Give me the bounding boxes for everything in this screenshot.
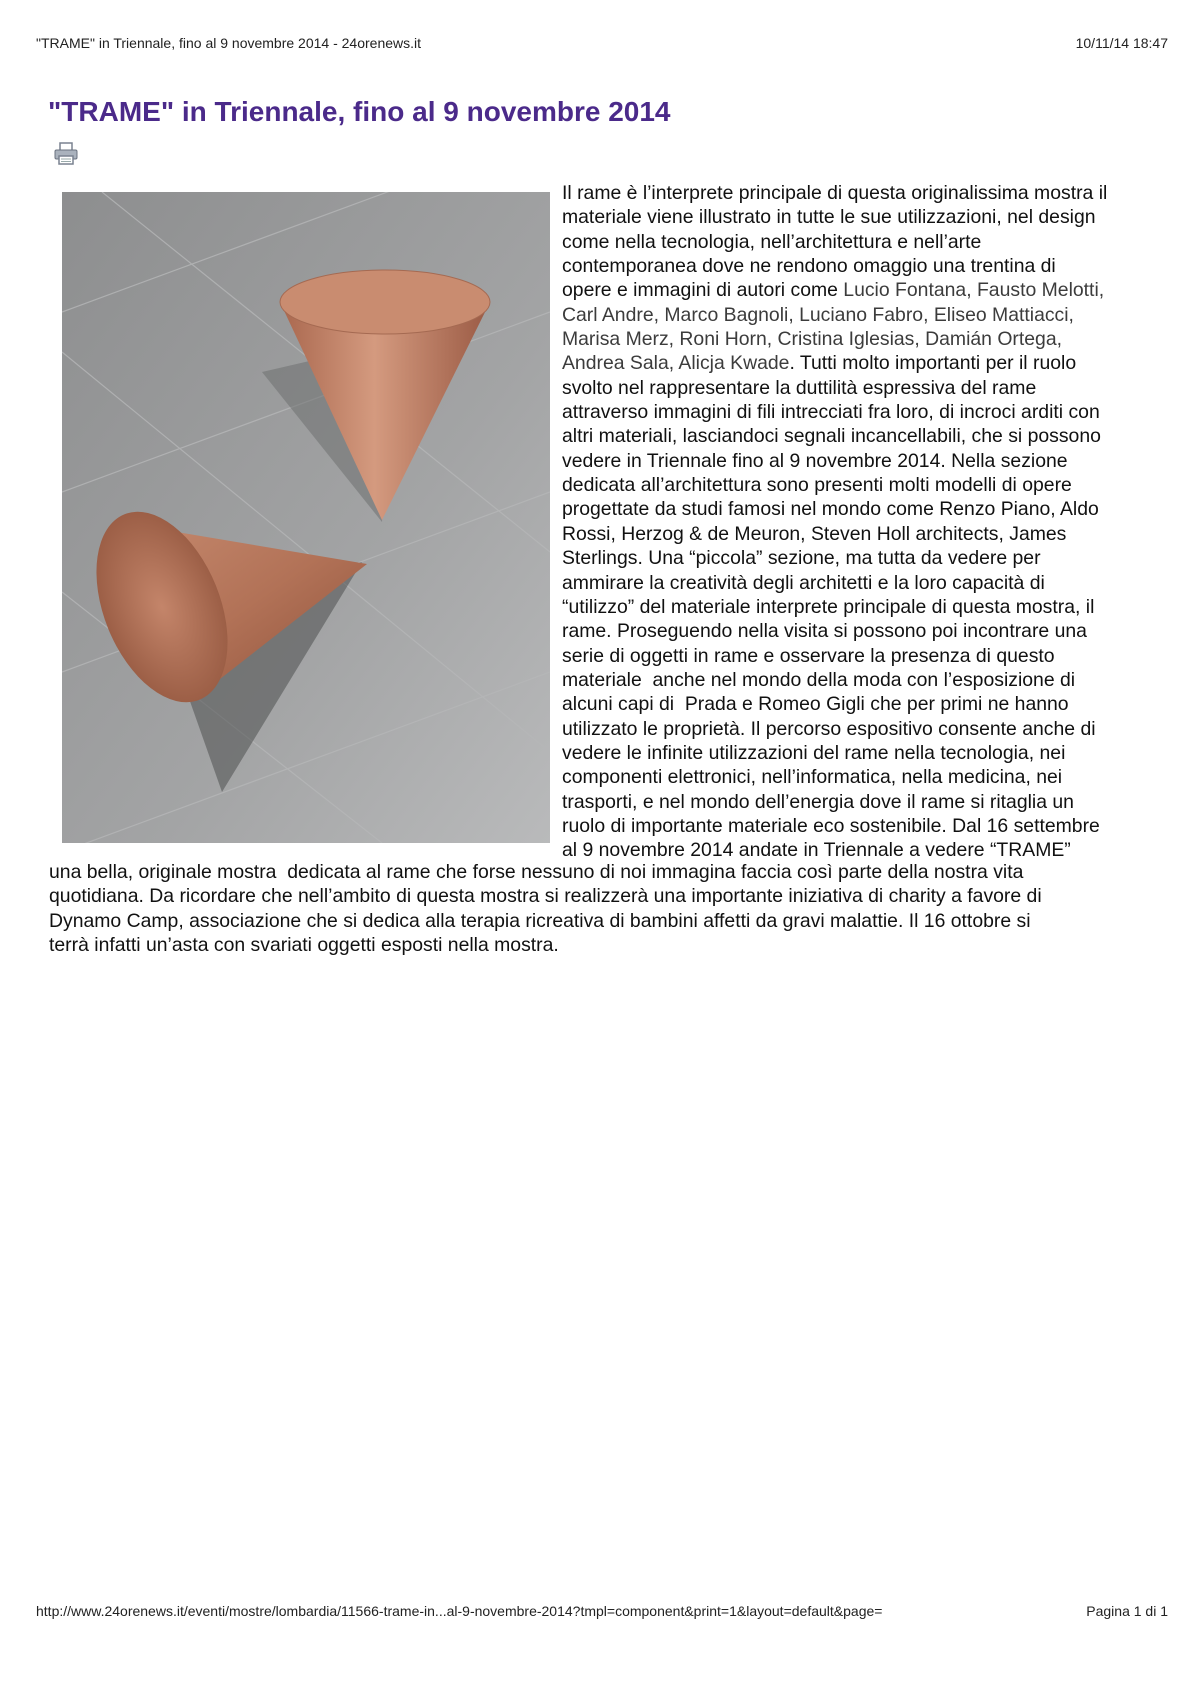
body-text: progettate da studi famosi nel mondo come Renzo Piano, Aldo (562, 498, 1099, 521)
body-text: contemporanea dove ne rendono omaggio una trentina di (562, 255, 1056, 278)
body-line (562, 814, 1107, 838)
body-line (562, 838, 1107, 862)
body-text: serie di oggetti in rame e osservare la presenza di questo (562, 644, 1055, 667)
body-line (562, 278, 1107, 302)
body-line (562, 181, 1107, 205)
body-text: materiale anche nel mondo della moda con l’esposizione di (562, 668, 1076, 691)
body-text: attraverso immagini di fili intrecciati fra loro, di incroci arditi con (562, 401, 1100, 424)
body-line: Dynamo Camp, associazione che si dedica alla terapia ricreativa di bambini affetti da gravi malattie. Il 16 ottobre si (49, 909, 1031, 932)
body-line (562, 790, 1107, 814)
body-line (562, 668, 1107, 692)
body-text: ammirare la creatività degli architetti e la loro capacità di (562, 571, 1045, 594)
body-line (562, 571, 1107, 595)
body-line (562, 449, 1107, 473)
body-line (562, 546, 1107, 570)
body-line: terrà infatti un’asta con svariati oggetti esposti nella mostra. (49, 934, 559, 957)
body-line (562, 717, 1107, 741)
body-text: ruolo di importante materiale eco sostenibile. Dal 16 settembre (562, 814, 1100, 837)
body-line (562, 351, 1107, 375)
article-body-column (562, 181, 1107, 863)
body-text: componenti elettronici, nell’informatica, nella medicina, nei (562, 766, 1063, 789)
artist-names: Marisa Merz, Roni Horn, Cristina Iglesias, Damián Ortega, (562, 328, 1063, 351)
body-line: quotidiana. Da ricordare che nell’ambito di questa mostra si realizzerà una importante iniziativa di charity a favore di (49, 885, 1042, 908)
body-line (562, 595, 1107, 619)
body-text: Sterlings. Una “piccola” sezione, ma tutta da vedere per (562, 547, 1041, 570)
article-photo-copper-cones (62, 192, 550, 843)
body-text: opere e immagini di autori come (562, 279, 844, 302)
print-footer-url: http://www.24orenews.it/eventi/mostre/lombardia/11566-trame-in...al-9-novembre-2014?tmpl=component&print=1&layout=default&page= (36, 1603, 883, 1619)
body-line (562, 497, 1107, 521)
body-line (562, 376, 1107, 400)
body-text: vedere le infinite utilizzazioni del rame nella tecnologia, nei (562, 741, 1066, 764)
body-text: rame. Proseguendo nella visita si possono poi incontrare una (562, 620, 1087, 643)
artist-names: Carl Andre, Marco Bagnoli, Luciano Fabro, Eliseo Mattiacci, (562, 303, 1074, 326)
body-text: al 9 novembre 2014 andate in Triennale a vedere “TRAME” (562, 839, 1071, 862)
body-text: “utilizzo” del materiale interprete principale di questa mostra, il (562, 595, 1095, 618)
print-footer-page: Pagina 1 di 1 (1086, 1603, 1168, 1619)
artist-names: Andrea Sala, Alicja Kwade (562, 352, 790, 375)
body-text: . Tutti molto importanti per il ruolo (789, 352, 1077, 375)
body-text: alcuni capi di Prada e Romeo Gigli che per primi ne hanno (562, 693, 1069, 716)
body-line (562, 765, 1107, 789)
print-header-title: "TRAME" in Triennale, fino al 9 novembre 2014 - 24orenews.it (36, 35, 422, 51)
article-title: "TRAME" in Triennale, fino al 9 novembre 2014 (48, 96, 671, 127)
body-line (562, 692, 1107, 716)
body-text: utilizzato le proprietà. Il percorso espositivo consente anche di (562, 717, 1096, 740)
body-line (562, 741, 1107, 765)
body-text: svolto nel rappresentare la duttilità espressiva del rame (562, 376, 1037, 399)
body-line (562, 303, 1107, 327)
body-text: trasporti, e nel mondo dell’energia dove il rame si ritaglia un (562, 790, 1074, 813)
body-text: vedere in Triennale fino al 9 novembre 2014. Nella sezione (562, 449, 1068, 472)
body-line (562, 327, 1107, 351)
body-line (562, 522, 1107, 546)
body-text: altri materiali, lasciandoci segnali incancellabili, che si possono (562, 425, 1101, 448)
body-text: Rossi, Herzog & de Meuron, Steven Holl architects, James (562, 522, 1067, 545)
body-text: Il rame è l’interprete principale di questa originalissima mostra il (562, 182, 1108, 204)
body-line (562, 473, 1107, 497)
body-text: materiale viene illustrato in tutte le sue utilizzazioni, nel design (562, 206, 1096, 229)
body-line (562, 424, 1107, 448)
body-line (562, 205, 1107, 229)
body-line (562, 230, 1107, 254)
body-text: dedicata all’architettura sono presenti molti modelli di opere (562, 474, 1072, 497)
body-line (562, 254, 1107, 278)
body-line (562, 644, 1107, 668)
printer-icon[interactable] (53, 142, 79, 166)
print-header-datetime: 10/11/14 18:47 (1075, 35, 1168, 51)
artist-names: Lucio Fontana, Fausto Melotti, (843, 279, 1105, 302)
body-line (562, 619, 1107, 643)
body-line (562, 400, 1107, 424)
article-body-continuation (49, 860, 1042, 957)
body-line: una bella, originale mostra dedicata al rame che forse nessuno di noi immagina faccia così parte della nostra vita (49, 861, 1024, 883)
body-text: come nella tecnologia, nell’architettura e nell’arte (562, 230, 982, 253)
